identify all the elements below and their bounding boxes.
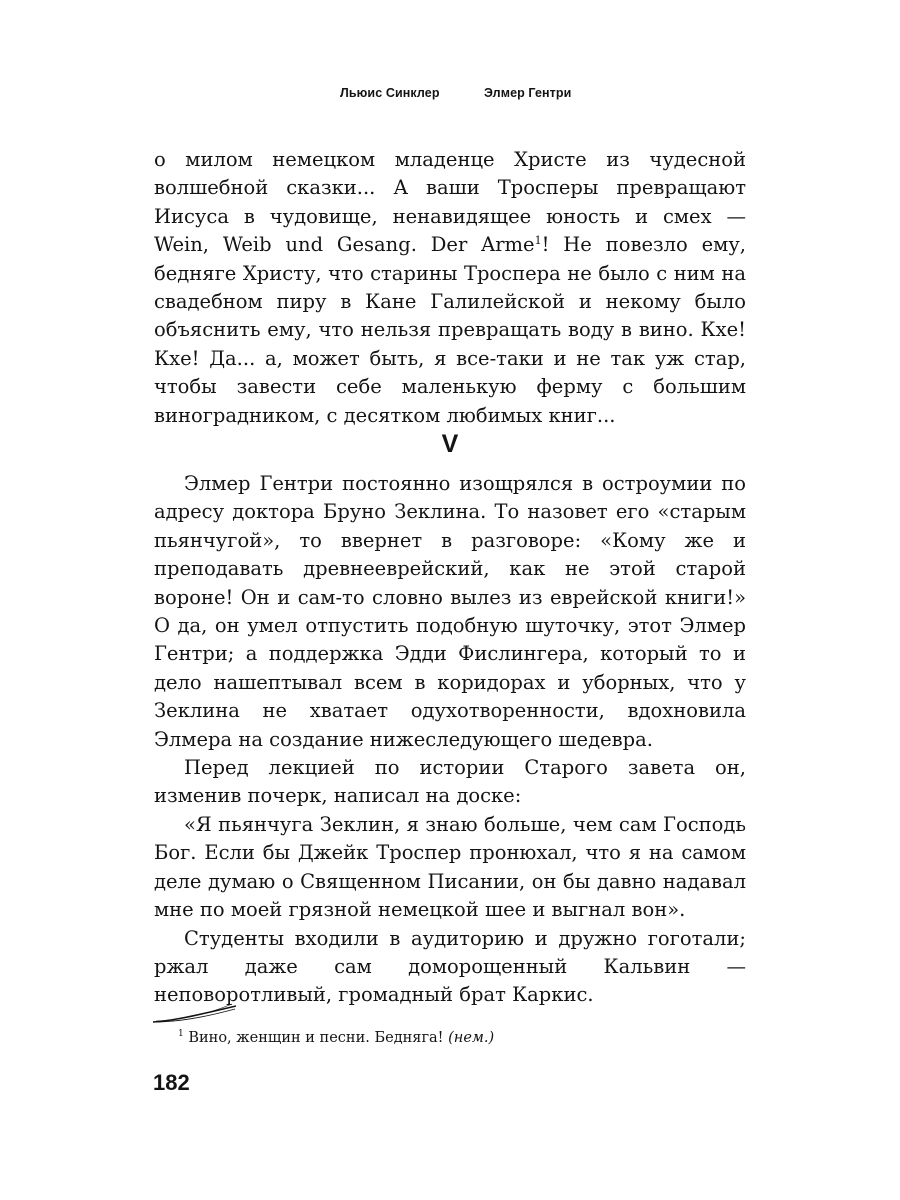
running-head-title: Элмер Гентри [484, 86, 572, 100]
footnote [178, 1028, 738, 1048]
paragraph-continued [154, 146, 746, 430]
paragraph: Студенты входили в аудиторию и дружно гоготали; ржал даже сам доморощенный Кальвин — неповоротливый, громадный брат Каркис. [154, 926, 746, 1007]
running-head-author: Льюис Синклер [340, 86, 440, 100]
text-block-continued [154, 146, 746, 430]
paragraph: «Я пьянчуга Зеклин, я знаю больше, чем сам Господь Бог. Если бы Джейк Троспер пронюхал, что я на самом деле думаю о Священном Писании, он бы давно надавал мне по моей грязной немецкой шее и выгнал вон». [154, 812, 746, 922]
footnote-number: 1 [178, 1029, 184, 1039]
running-head [0, 86, 900, 106]
paragraph-text-part-a: о милом немецком младенце Христе из чудесной волшебной сказки... А ваши Тросперы превращают Иисуса в чудовище, ненавидящее юность и смех — Wein, Weib und Gesang. Der Arme [154, 148, 746, 257]
footnote-text: Вино, женщин и песни. Бедняга! [188, 1030, 444, 1046]
paragraph: Элмер Гентри постоянно изощрялся в остроумии по адресу доктора Бруно Зеклина. То назовет его «старым пьянчугой», то ввернет в разговоре: «Кому же и преподавать древнееврейский, как не этой старой вороне! Он и сам-то словно вылез из еврейской книги!» О да, он умел отпустить подобную шуточку, этот Элмер Гентри; а поддержка Эдди Фислингера, который то и дело нашептывал всем в коридорах и уборных, что у Зеклина не хватает одухотворенности, вдохновила Элмера на создание нижеследующего шедевра. [154, 472, 746, 751]
footnote-language-note: (нем.) [448, 1030, 495, 1046]
chapter-heading: V [441, 430, 459, 458]
page-number: 182 [153, 1070, 190, 1095]
text-block-chapter [154, 470, 746, 1010]
paragraph: Перед лекцией по истории Старого завета он, изменив почерк, написал на доске: [154, 756, 746, 808]
footnote-rule-ornament [152, 1002, 238, 1024]
paragraph-text-part-b: ! Не повезло ему, бедняге Христу, что старины Троспера не было с ним на свадебном пиру в Кане Галилейской и некому было объяснить ему, что нельзя превращать воду в вино. Кхе! Кхе! Да... а, может быть, я все-таки и не так уж стар, чтобы завести себе маленькую ферму с большим виноградником, с десятком любимых книг... [154, 233, 746, 427]
footnote-reference: 1 [534, 234, 542, 248]
